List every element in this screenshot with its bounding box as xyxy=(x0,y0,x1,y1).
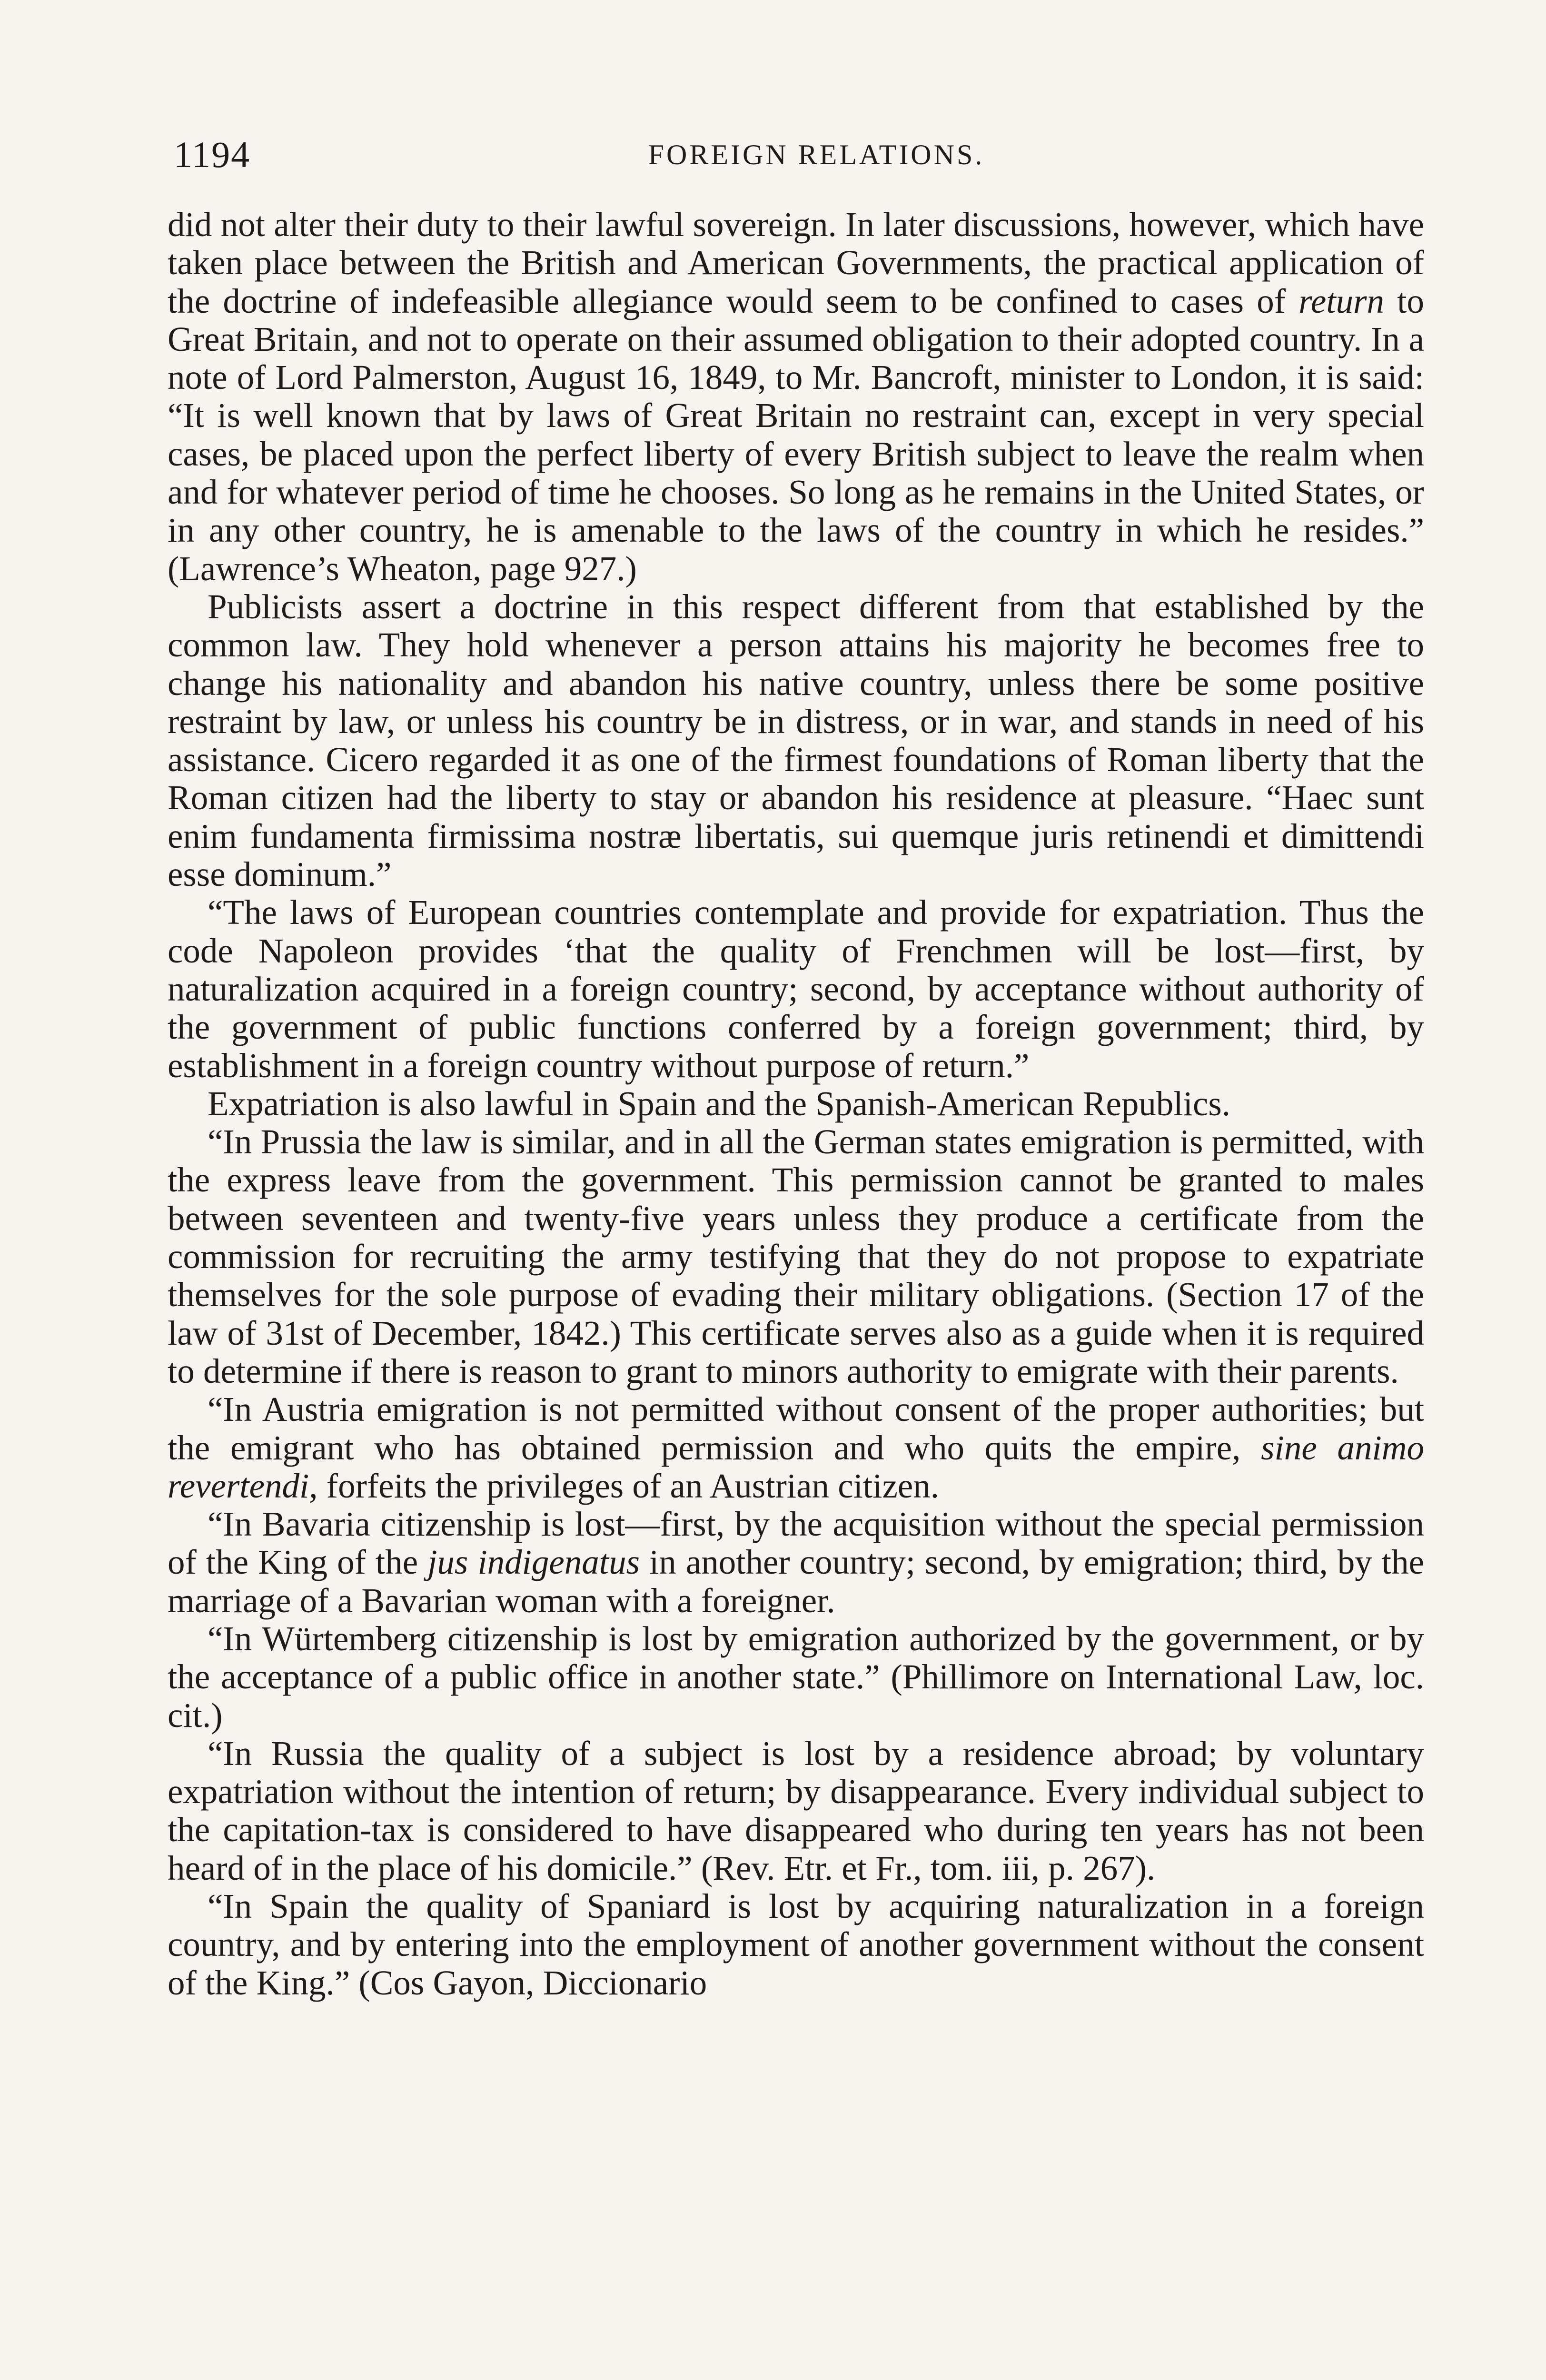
paragraph-1-text: did not alter their duty to their lawful sovereign. In later discussions, however, which have taken place between the British and American Governments, the practical application of the doctrine of indefeasible allegiance would seem to be confined to cases of xyxy=(168,205,1424,320)
italic-return: return xyxy=(1298,281,1385,320)
paragraph-1-text-cont: to Great Britain, and not to operate on their assumed obligation to their adopted country. In a note of Lord Palmerston, August 16, 1849, to Mr. Bancroft, minister to London, it is said: “It is well known that by laws of Great Britain no restraint can, except in very special cases, be placed upon the perfect liberty of every British subject to leave the realm when and for whatever period of time he chooses. So long as he remains in the United States, or in any other country, he is amenable to the laws of the country in which he resides.” (Lawrence’s Wheaton, page 927.) xyxy=(168,281,1424,588)
paragraph-1 xyxy=(168,206,1424,588)
paragraph-7-text: “In Bavaria citizenship is lost—first, by the acquisition without the special permission of the King of the xyxy=(168,1505,1424,1582)
page-number: 1194 xyxy=(174,134,251,175)
paragraph-7-text-cont: in another country; second, by emigration; third, by the marriage of a Bavarian woman with a foreigner. xyxy=(168,1543,1424,1620)
paragraph-6 xyxy=(168,1390,1424,1505)
running-title: FOREIGN RELATIONS. xyxy=(648,139,985,170)
paragraph-6-text: “In Austria emigration is not permitted without consent of the proper authorities; but the emigrant who has obtained permission and who quits the empire, xyxy=(168,1390,1424,1467)
paragraph-4: Expatriation is also lawful in Spain and the Spanish-American Republics. xyxy=(208,1084,1231,1123)
paragraph-9: “In Russia the quality of a subject is lost by a residence abroad; by voluntary expatriation without the intention of return; by disappearance. Every individual subject to the capitation-tax is considered to have disappeared who during ten years has not been heard of in the place of his domicile.” (Rev. Etr. et Fr., tom. iii, p. 267). xyxy=(168,1734,1424,1887)
paragraph-6-text-cont: , forfeits the privileges of an Austrian citizen. xyxy=(309,1466,940,1505)
paragraph-3: “The laws of European countries contemplate and provide for expatriation. Thus the code Napoleon provides ‘that the quality of Frenchmen will be lost—first, by naturalization acquired in a foreign country; second, by acceptance without authority of the government of public functions conferred by a foreign government; third, by establishment in a foreign country without purpose of return.” xyxy=(168,893,1424,1085)
paragraph-10: “In Spain the quality of Spaniard is lost by acquiring naturalization in a foreign country, and by entering into the employment of another government without the consent of the King.” (Cos Gayon, Diccionario xyxy=(168,1887,1424,2002)
paragraph-7 xyxy=(168,1505,1424,1620)
page-header xyxy=(174,129,1421,181)
paragraph-2: Publicists assert a doctrine in this respect different from that established by the common law. They hold whenever a person attains his majority he becomes free to change his nationality and abandon his native country, unless there be some positive restraint by law, or unless his country be in distress, or in war, and stands in need of his assistance. Cicero regarded it as one of the firmest foundations of Roman liberty that the Roman citizen had the liberty to stay or abandon his residence at pleasure. “Haec sunt enim fundamenta firmissima nostræ libertatis, sui quemque juris retinendi et dimittendi esse dominum.” xyxy=(168,587,1424,894)
paragraph-8: “In Würtemberg citizenship is lost by emigration authorized by the government, or by the acceptance of a public office in another state.” (Phillimore on International Law, loc. cit.) xyxy=(168,1619,1424,1735)
body-text xyxy=(168,206,1424,2002)
italic-jus-indigenatus: jus indigenatus xyxy=(427,1543,640,1582)
italic-sine-animo-revertendi: sine animo revertendi xyxy=(168,1428,1425,1505)
paragraph-5: “In Prussia the law is similar, and in all the German states emigration is permitted, with the express leave from the government. This permission cannot be granted to males between seventeen and twenty-five years unless they produce a certificate from the commission for recruiting the army testifying that they do not propose to expatriate themselves for the sole purpose of evading their military obligations. (Section 17 of the law of 31st of December, 1842.) This certificate serves also as a guide when it is required to determine if there is reason to grant to minors authority to emigrate with their parents. xyxy=(168,1122,1424,1390)
